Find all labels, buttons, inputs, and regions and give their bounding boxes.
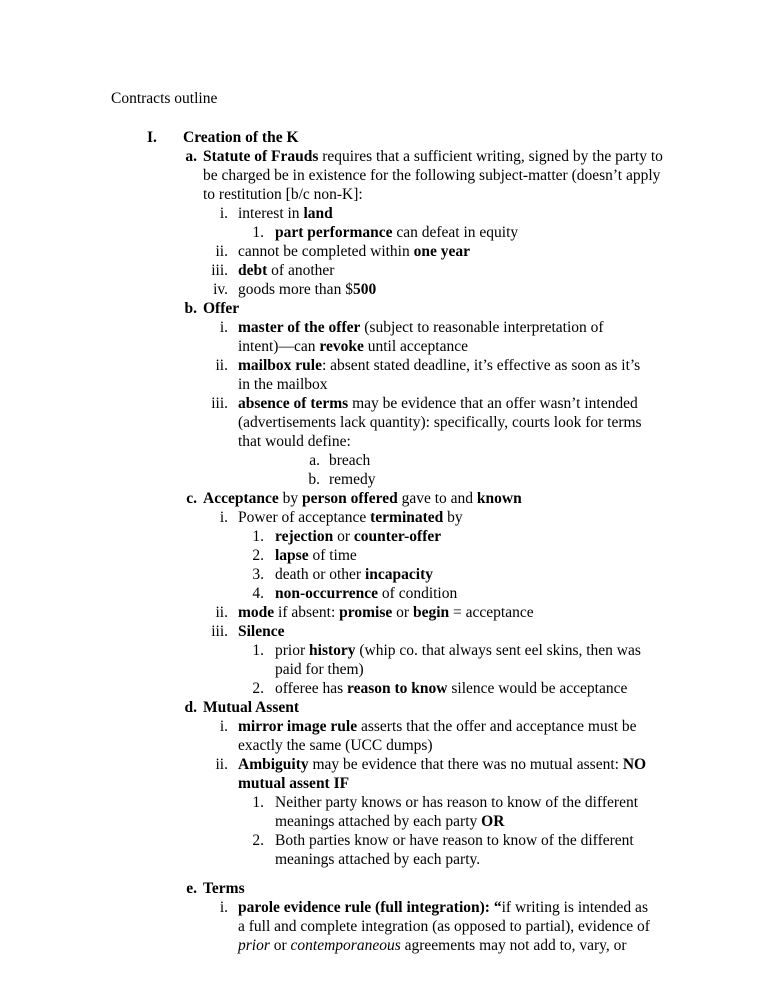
list-item: remedy: [329, 471, 376, 488]
list-marker: iii.: [211, 395, 228, 412]
list-marker: ii.: [215, 243, 228, 260]
text-line: exactly the same (UCC dumps): [238, 737, 433, 754]
list-marker: e.: [186, 880, 197, 897]
section-heading: Creation of the K: [183, 129, 299, 146]
list-marker: 2.: [252, 832, 264, 849]
text-line: in the mailbox: [238, 376, 328, 393]
list-item: mailbox rule: absent stated deadline, it’s effective as soon as it’s: [238, 357, 641, 374]
list-item: Ambiguity may be evidence that there was no mutual assent: NO: [238, 756, 647, 773]
list-item: Both parties know or have reason to know of the different: [275, 832, 634, 849]
list-item: debt of another: [238, 262, 335, 279]
text-line: mutual assent IF: [238, 775, 350, 792]
text-line: prior or contemporaneous agreements may not add to, vary, or: [238, 937, 627, 954]
list-item: mirror image rule asserts that the offer and acceptance must be: [238, 718, 637, 735]
list-marker: b.: [308, 471, 320, 488]
text-line: meanings attached by each party OR: [275, 813, 505, 830]
list-item: prior history (whip co. that always sent eel skins, then was: [275, 642, 641, 659]
list-marker: iii.: [211, 623, 228, 640]
list-item: Offer: [203, 300, 240, 317]
list-item: Statute of Frauds requires that a sufficient writing, signed by the party to: [203, 148, 663, 165]
list-marker: ii.: [215, 357, 228, 374]
list-marker: d.: [184, 699, 197, 716]
section-marker: I.: [147, 129, 157, 146]
list-marker: i.: [219, 205, 228, 222]
list-item: lapse of time: [275, 547, 357, 564]
text-line: intent)—can revoke until acceptance: [238, 338, 468, 355]
list-marker: 2.: [252, 680, 264, 697]
text-line: meanings attached by each party.: [275, 851, 481, 868]
text-line: a full and complete integration (as opposed to partial), evidence of: [238, 918, 650, 935]
text-line: paid for them): [275, 661, 364, 678]
list-item: interest in land: [238, 205, 333, 222]
list-marker: 2.: [252, 547, 264, 564]
list-item: breach: [329, 452, 371, 469]
list-marker: 1.: [252, 224, 264, 241]
list-marker: i.: [219, 509, 228, 526]
list-item: master of the offer (subject to reasonable interpretation of: [238, 319, 604, 336]
list-item: cannot be completed within one year: [238, 243, 471, 260]
list-item: parole evidence rule (full integration): “if writing is intended as: [238, 899, 648, 916]
text-line: (advertisements lack quantity): specifically, courts look for terms: [238, 414, 642, 431]
list-marker: 3.: [252, 566, 264, 583]
list-marker: 4.: [252, 585, 264, 602]
document-title: Contracts outline: [111, 90, 218, 107]
list-item: death or other incapacity: [275, 566, 433, 583]
list-marker: 1.: [252, 642, 264, 659]
list-marker: c.: [186, 490, 197, 507]
list-marker: a.: [185, 148, 197, 165]
list-item: mode if absent: promise or begin = acceptance: [238, 604, 534, 621]
list-marker: ii.: [215, 604, 228, 621]
list-marker: i.: [219, 718, 228, 735]
text-line: that would define:: [238, 433, 351, 450]
list-item: offeree has reason to know silence would be acceptance: [275, 680, 628, 697]
list-marker: i.: [219, 899, 228, 916]
list-item: Silence: [238, 623, 285, 640]
list-marker: 1.: [252, 528, 264, 545]
list-item: Power of acceptance terminated by: [238, 509, 463, 526]
list-item: Acceptance by person offered gave to and known: [203, 490, 522, 507]
list-marker: a.: [309, 452, 320, 469]
list-item: Neither party knows or has reason to know of the different: [275, 794, 639, 811]
list-item: rejection or counter-offer: [275, 528, 442, 545]
list-marker: iv.: [213, 281, 228, 298]
list-marker: i.: [219, 319, 228, 336]
list-item: goods more than $500: [238, 281, 377, 298]
list-item: part performance can defeat in equity: [275, 224, 519, 241]
list-marker: iii.: [211, 262, 228, 279]
list-marker: ii.: [215, 756, 228, 773]
list-item: non-occurrence of condition: [275, 585, 458, 602]
list-item: Mutual Assent: [203, 699, 300, 716]
list-item: absence of terms may be evidence that an offer wasn’t intended: [238, 395, 638, 412]
list-marker: 1.: [252, 794, 264, 811]
text-line: to restitution [b/c non-K]:: [203, 186, 363, 203]
list-item: Terms: [203, 880, 245, 897]
list-marker: b.: [184, 300, 197, 317]
text-line: be charged be in existence for the following subject-matter (doesn’t apply: [203, 167, 661, 184]
